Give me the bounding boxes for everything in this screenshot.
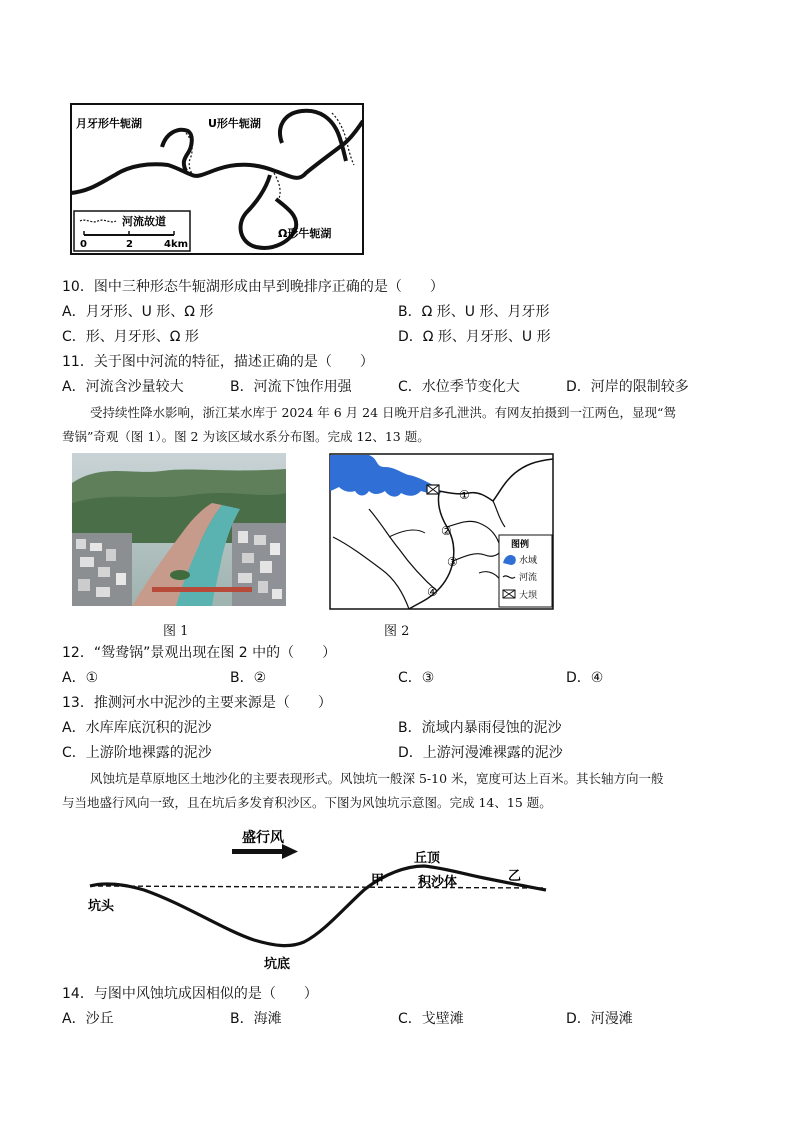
figure-1-photo — [72, 453, 286, 606]
bridge — [152, 587, 252, 592]
wind-arrow-head — [282, 844, 298, 859]
figure-1-illustration — [72, 453, 286, 606]
question-13-option-d[interactable]: D．上游河漫滩裸露的泥沙 — [398, 745, 563, 761]
point-yi-label: 乙 — [508, 869, 522, 884]
question-12-option-d[interactable]: D．④ — [566, 670, 604, 686]
passage-2-line-1: 风蚀坑是草原地区土地沙化的主要表现形式。风蚀坑一般深 5-10 米，宽度可达上百米。其长轴方向一般 — [90, 771, 664, 786]
sand-deposit-label: 积沙体 — [418, 875, 458, 890]
question-10-option-a[interactable]: A．月牙形、U 形、Ω 形 — [62, 304, 214, 320]
crescent-label: 月牙形牛轭湖 — [76, 117, 142, 130]
question-14-option-a[interactable]: A．沙丘 — [62, 1011, 114, 1027]
marker-4: ④ — [427, 585, 438, 599]
oxbow-lake-map — [70, 103, 364, 255]
terrain-profile — [90, 866, 546, 946]
legend-river: 河流 — [519, 573, 538, 583]
question-10-stem: 10．图中三种形态牛轭湖形成由早到晚排序正确的是（ ） — [62, 279, 444, 295]
question-10-option-b[interactable]: B．Ω 形、U 形、月牙形 — [398, 304, 550, 320]
figure-2-svg — [329, 453, 554, 610]
blowout-pit-figure — [84, 822, 554, 974]
question-13-stem: 13．推测河水中泥沙的主要来源是（ ） — [62, 695, 332, 711]
passage-1-line-2: 鸯锅”奇观（图 1）。图 2 为该区域水系分布图。完成 12、13 题。 — [62, 429, 430, 444]
wind-arrow-shaft — [232, 849, 284, 854]
question-12-option-c[interactable]: C．③ — [398, 670, 435, 686]
legend-water: 水域 — [519, 556, 538, 566]
legend-old-channel: 河流故道 — [122, 215, 166, 228]
legend-dam: 大坝 — [519, 591, 538, 601]
legend-title: 图例 — [511, 540, 530, 550]
question-12-option-a[interactable]: A．① — [62, 670, 99, 686]
passage-1-line-1: 受持续性降水影响，浙江某水库于 2024 年 6 月 24 日晚开启多孔泄洪。有网友拍摄到一江两色，显现“鸳 — [90, 405, 676, 420]
question-11-option-b[interactable]: B．河流下蚀作用强 — [230, 379, 352, 395]
pit-head-label: 坑头 — [88, 899, 115, 914]
question-12-stem: 12．“鸳鸯锅”景观出现在图 2 中的（ ） — [62, 645, 337, 661]
marker-1: ① — [459, 488, 470, 502]
scale-4km: 4km — [164, 239, 189, 250]
oxbow-lake-figure — [70, 103, 364, 255]
question-11-stem: 11．关于图中河流的特征，描述正确的是（ ） — [62, 354, 374, 370]
original-surface-line — [90, 886, 546, 888]
question-13-option-b[interactable]: B．流域内暴雨侵蚀的泥沙 — [398, 720, 562, 736]
question-11-option-d[interactable]: D．河岸的限制较多 — [566, 379, 689, 395]
wind-label: 盛行风 — [242, 830, 284, 846]
question-12-option-b[interactable]: B．② — [230, 670, 267, 686]
figure-2-caption: 图 2 — [384, 624, 410, 639]
marker-3: ③ — [447, 555, 458, 569]
question-13-option-c[interactable]: C．上游阶地裸露的泥沙 — [62, 745, 212, 761]
marker-2: ② — [441, 524, 452, 538]
scale-0: 0 — [80, 239, 87, 250]
hilltop-label: 丘顶 — [414, 851, 441, 866]
question-14-option-d[interactable]: D．河漫滩 — [566, 1011, 633, 1027]
question-14-option-c[interactable]: C．戈壁滩 — [398, 1011, 464, 1027]
passage-2-line-2: 与当地盛行风向一致，且在坑后多发育积沙区。下图为风蚀坑示意图。完成 14、15 题。 — [62, 795, 552, 810]
u-label: U形牛轭湖 — [208, 117, 261, 130]
pit-bottom-label: 坑底 — [264, 957, 291, 972]
question-11-option-c[interactable]: C．水位季节变化大 — [398, 379, 520, 395]
question-14-stem: 14．与图中风蚀坑成因相似的是（ ） — [62, 986, 318, 1002]
blowout-pit-svg — [84, 822, 554, 974]
figure-2-map — [329, 453, 554, 610]
figure-1-caption: 图 1 — [163, 624, 189, 639]
omega-label: Ω形牛轭湖 — [278, 227, 332, 240]
scale-2: 2 — [126, 239, 133, 250]
question-14-option-b[interactable]: B．海滩 — [230, 1011, 282, 1027]
question-13-option-a[interactable]: A．水库库底沉积的泥沙 — [62, 720, 212, 736]
question-11-option-a[interactable]: A．河流含沙量较大 — [62, 379, 184, 395]
point-jia-label: 甲 — [371, 873, 385, 888]
question-10-option-c[interactable]: C．形、月牙形、Ω 形 — [62, 329, 199, 345]
question-10-option-d[interactable]: D．Ω 形、月牙形、U 形 — [398, 329, 551, 345]
